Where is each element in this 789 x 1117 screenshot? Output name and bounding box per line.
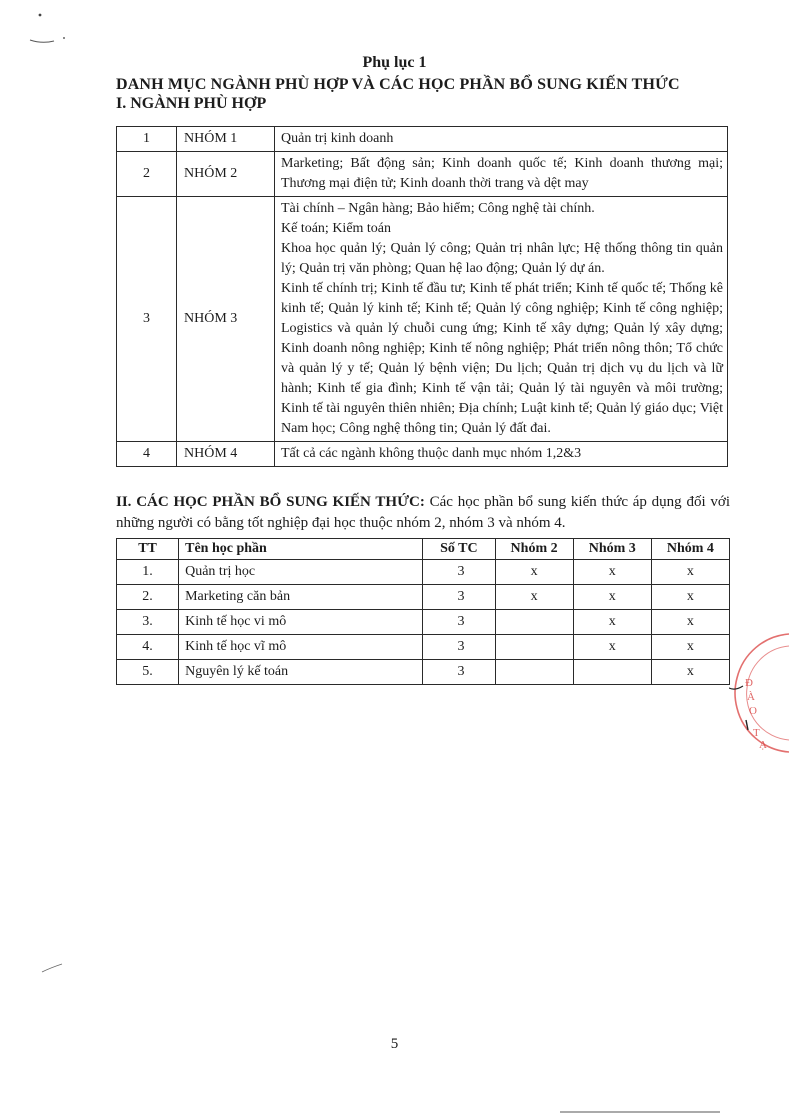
group-name: NHÓM 3 (177, 197, 275, 442)
group2-mark (495, 610, 573, 635)
group-name: NHÓM 4 (177, 442, 275, 467)
group4-mark: x (651, 585, 729, 610)
svg-text:À: À (747, 691, 755, 703)
course-index: 5. (117, 660, 179, 685)
course-name: Kinh tế học vĩ mô (179, 635, 423, 660)
page-number: 5 (390, 1036, 399, 1052)
major-line: Kế toán; Kiểm toán (281, 221, 392, 236)
table-row (117, 585, 730, 610)
group2-mark: x (495, 560, 573, 585)
groups-table (116, 126, 728, 467)
table-row (117, 660, 730, 685)
group3-mark (573, 660, 651, 685)
col-header-credits: Số TC (423, 539, 495, 560)
group2-mark (495, 635, 573, 660)
courses-table (116, 538, 730, 685)
course-index: 2. (117, 585, 179, 610)
course-name: Nguyên lý kế toán (179, 660, 423, 685)
table-row (117, 635, 730, 660)
col-header-course-name: Tên học phần (179, 539, 423, 560)
group-majors (275, 197, 728, 442)
group-number: 1 (117, 127, 177, 152)
svg-text:Đ: Đ (745, 677, 753, 689)
group-majors (275, 127, 728, 152)
section1-title: I. NGÀNH PHÙ HỢP (116, 95, 267, 112)
svg-text:O: O (749, 705, 757, 717)
col-header-group3: Nhóm 3 (573, 539, 651, 560)
group3-mark: x (573, 585, 651, 610)
group4-mark: x (651, 635, 729, 660)
course-index: 4. (117, 635, 179, 660)
main-title: DANH MỤC NGÀNH PHÙ HỢP VÀ CÁC HỌC PHẦN BỔ SUNG KIẾN THỨC (116, 76, 680, 93)
course-name: Quản trị học (179, 560, 423, 585)
group2-mark: x (495, 585, 573, 610)
svg-text:Ạ: Ạ (759, 739, 767, 751)
footer-line (560, 1110, 720, 1114)
major-line: Tài chính – Ngân hàng; Bảo hiểm; Công nghệ tài chính. (281, 201, 595, 216)
official-seal-stamp (729, 628, 789, 758)
col-header-group2: Nhóm 2 (495, 539, 573, 560)
group-majors (275, 152, 728, 197)
course-name: Marketing căn bản (179, 585, 423, 610)
course-index: 3. (117, 610, 179, 635)
major-line: Khoa học quản lý; Quản lý công; Quản trị nhân lực; Hệ thống thông tin quản lý; Quản trị văn phòng; Quan hệ lao động; Quản lý dự án. (281, 241, 723, 276)
course-credits: 3 (423, 560, 495, 585)
group4-mark: x (651, 560, 729, 585)
course-credits: 3 (423, 585, 495, 610)
table-row (117, 152, 728, 197)
table-row (117, 560, 730, 585)
col-header-tt: TT (117, 539, 179, 560)
group-majors (275, 442, 728, 467)
major-line: Marketing; Bất động sản; Kinh doanh quốc tế; Kinh doanh thương mại; Thương mại điện tử; Kinh doanh thời trang và dệt may (281, 156, 723, 191)
course-index: 1. (117, 560, 179, 585)
group-name: NHÓM 2 (177, 152, 275, 197)
table-row (117, 197, 728, 442)
svg-text:T: T (753, 727, 760, 739)
appendix-title: Phụ lục 1 (362, 54, 427, 71)
group4-mark: x (651, 660, 729, 685)
table-row (117, 442, 728, 467)
col-header-group4: Nhóm 4 (651, 539, 729, 560)
section2-paragraph (116, 492, 730, 534)
group-number: 3 (117, 197, 177, 442)
group-name: NHÓM 1 (177, 127, 275, 152)
major-line: Tất cả các ngành không thuộc danh mục nhóm 1,2&3 (281, 446, 582, 461)
major-line: Quản trị kinh doanh (281, 131, 394, 146)
section2-text: Các học phần bổ sung kiến thức áp dụng đối với những người có bằng tốt nghiệp đại học thuộc nhóm 2, nhóm 3 và nhóm 4. (116, 494, 730, 531)
group-number: 4 (117, 442, 177, 467)
group3-mark: x (573, 635, 651, 660)
group3-mark: x (573, 560, 651, 585)
course-credits: 3 (423, 660, 495, 685)
course-credits: 3 (423, 635, 495, 660)
table-row (117, 610, 730, 635)
group-number: 2 (117, 152, 177, 197)
table-row (117, 127, 728, 152)
course-name: Kinh tế học vi mô (179, 610, 423, 635)
group4-mark: x (651, 610, 729, 635)
group2-mark (495, 660, 573, 685)
scan-mark (40, 958, 70, 978)
course-credits: 3 (423, 610, 495, 635)
group3-mark: x (573, 610, 651, 635)
section2-title: II. CÁC HỌC PHẦN BỔ SUNG KIẾN THỨC: (116, 494, 425, 510)
table-header-row (117, 539, 730, 560)
scan-mark (22, 10, 72, 50)
major-line: Kinh tế chính trị; Kinh tế đầu tư; Kinh tế phát triển; Kinh tế quốc tế; Thống kê kinh tế; Quản lý kinh tế; Kinh tế; Quản lý công nghiệp; Kinh tế công nghiệp; Logistics và quản lý chuỗi cung ứng; Kinh tế xây dựng; Quản lý xây dựng; Kinh doanh nông nghiệp; Kinh tế nông nghiệp; Phát triển nông thôn; Tổ chức và quản lý y tế; Quản lý bệnh viện; Du lịch; Quản trị dịch vụ du lịch và lữ hành; Kinh tế gia đình; Kinh tế vận tải; Quản lý tài nguyên và môi trường; Kinh tế tài nguyên thiên nhiên; Địa chính; Luật kinh tế; Quản lý giáo dục; Việt Nam học; Công nghệ thông tin; Quản lý đất đai. (281, 281, 723, 436)
